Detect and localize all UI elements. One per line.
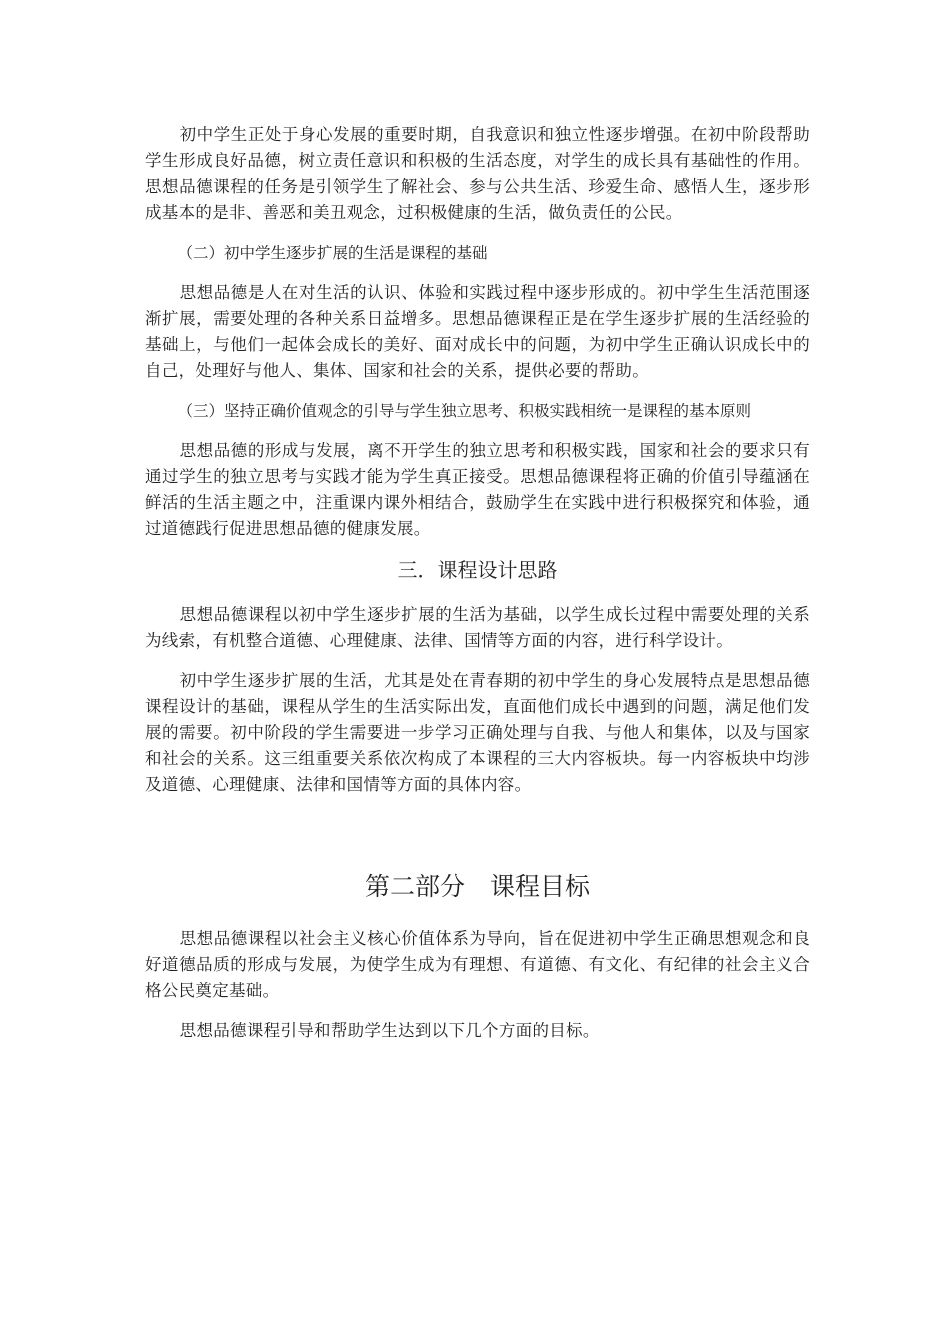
- subheading-two: （二）初中学生逐步扩展的生活是课程的基础: [177, 244, 488, 262]
- document-page: [145, 122, 810, 1058]
- paragraph-design-1: 思想品德课程以初中学生逐步扩展的生活为基础，以学生成长过程中需要处理的关系为线索，有机整合道德、心理健康、法律、国情等方面的内容，进行科学设计。: [145, 605, 810, 650]
- subheading-three: （三）坚持正确价值观念的引导与学生独立思考、积极实践相统一是课程的基本原则: [177, 402, 752, 420]
- paragraph-design-2: 初中学生逐步扩展的生活，尤其是处在青春期的初中学生的身心发展特点是思想品德课程设计的基础，课程从学生的生活实际出发，直面他们成长中遇到的问题，满足他们发展的需要。初中阶段的学生需要进一步学习正确处理与自我、与他人和集体，以及与国家和社会的关系。这三组重要关系依次构成了本课程的三大内容板块。每一内容板块中均涉及道德、心理健康、法律和国情等方面的具体内容。: [145, 671, 810, 794]
- section-title-design: 三．课程设计思路: [397, 558, 558, 582]
- paragraph-goals-2: 思想品德课程引导和帮助学生达到以下几个方面的目标。: [179, 1021, 600, 1040]
- paragraph-goals-1: 思想品德课程以社会主义核心价值体系为导向，旨在促进初中学生正确思想观念和良好道德品质的形成与发展，为使学生成为有理想、有道德、有文化、有纪律的社会主义合格公民奠定基础。: [145, 929, 810, 1000]
- paragraph-principle: 思想品德的形成与发展，离不开学生的独立思考和积极实践，国家和社会的要求只有通过学生的独立思考与实践才能为学生真正接受。思想品德课程将正确的价值引导蕴涵在鲜活的生活主题之中，注重课内课外相结合，鼓励学生在实践中进行积极探究和体验，通过道德践行促进思想品德的健康发展。: [145, 441, 810, 538]
- part-title-goals: 第二部分 课程目标: [364, 872, 590, 901]
- paragraph-life-basis: 思想品德是人在对生活的认识、体验和实践过程中逐步形成的。初中学生生活范围逐渐扩展，需要处理的各种关系日益增多。思想品德课程正是在学生逐步扩展的生活经验的基础上，与他们一起体会成长的美好、面对成长中的问题，为初中学生正确认识成长中的自己，处理好与他人、集体、国家和社会的关系，提供必要的帮助。: [145, 283, 810, 380]
- paragraph-intro: 初中学生正处于身心发展的重要时期，自我意识和独立性逐步增强。在初中阶段帮助学生形成良好品德，树立责任意识和积极的生活态度，对学生的成长具有基础性的作用。思想品德课程的任务是引领学生了解社会、参与公共生活、珍爱生命、感悟人生，逐步形成基本的是非、善恶和美丑观念，过积极健康的生活，做负责任的公民。: [145, 125, 810, 222]
